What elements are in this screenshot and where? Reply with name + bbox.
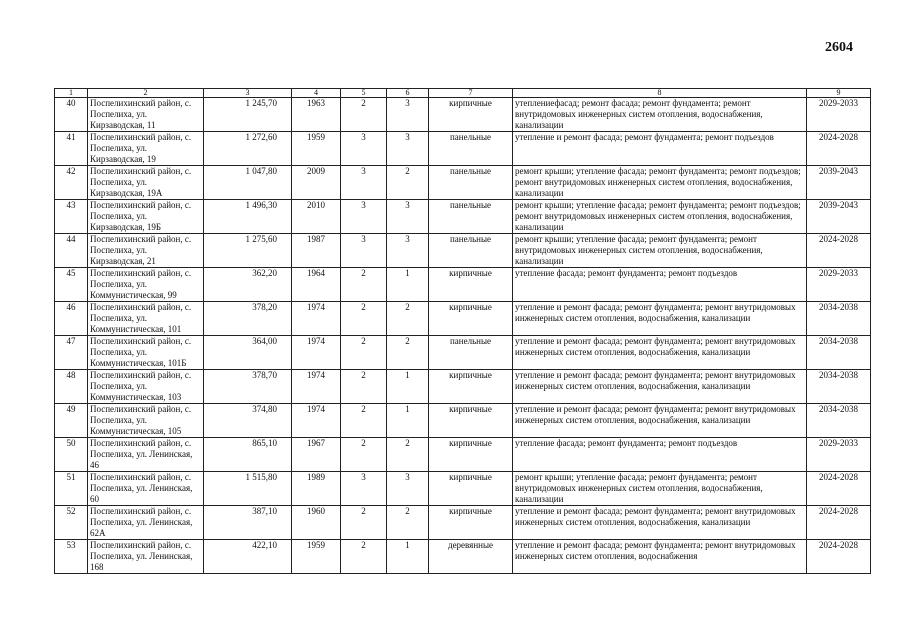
cell-wall-material: кирпичные	[429, 268, 513, 302]
cell-row-number: 45	[55, 268, 88, 302]
table-row	[55, 234, 871, 268]
table-row	[55, 166, 871, 200]
cell-entrances: 3	[387, 200, 429, 234]
cell-wall-material: панельные	[429, 336, 513, 370]
cell-repair-period: 2029-2033	[807, 98, 871, 132]
column-header-5: 5	[341, 89, 387, 98]
cell-year-built: 1963	[292, 98, 341, 132]
column-header-8: 8	[513, 89, 807, 98]
cell-repair-works: утепление фасада; ремонт фундамента; ремонт подъездов	[513, 268, 807, 302]
cell-floors: 2	[341, 540, 387, 574]
column-header-2: 2	[88, 89, 204, 98]
cell-address: Поспелихинский район, с. Поспелиха, ул. Кирзаводская, 19	[88, 132, 204, 166]
cell-floors: 3	[341, 132, 387, 166]
page-number: 2604	[825, 40, 853, 55]
cell-address: Поспелихинский район, с. Поспелиха, ул. Коммунистическая, 103	[88, 370, 204, 404]
column-header-1: 1	[55, 89, 88, 98]
cell-repair-period: 2024-2028	[807, 234, 871, 268]
table-row	[55, 472, 871, 506]
cell-wall-material: кирпичные	[429, 506, 513, 540]
cell-repair-period: 2034-2038	[807, 370, 871, 404]
cell-floors: 3	[341, 200, 387, 234]
cell-repair-period: 2024-2028	[807, 132, 871, 166]
cell-entrances: 1	[387, 268, 429, 302]
cell-repair-period: 2024-2028	[807, 472, 871, 506]
cell-total-area: 1 245,70	[204, 98, 292, 132]
cell-repair-works: ремонт крыши; утепление фасада; ремонт фундамента; ремонт подъездов; ремонт внутридомовых инженерных систем отопления, водоснабжения, канализации	[513, 166, 807, 200]
cell-floors: 2	[341, 336, 387, 370]
cell-total-area: 1 496,30	[204, 200, 292, 234]
cell-floors: 3	[341, 472, 387, 506]
cell-floors: 3	[341, 234, 387, 268]
cell-year-built: 1974	[292, 336, 341, 370]
cell-year-built: 1974	[292, 404, 341, 438]
cell-floors: 2	[341, 404, 387, 438]
cell-address: Поспелихинский район, с. Поспелиха, ул. Коммунистическая, 99	[88, 268, 204, 302]
cell-entrances: 2	[387, 336, 429, 370]
cell-row-number: 43	[55, 200, 88, 234]
cell-floors: 2	[341, 438, 387, 472]
column-header-4: 4	[292, 89, 341, 98]
cell-address: Поспелихинский район, с. Поспелиха, ул. Кирзаводская, 19Б	[88, 200, 204, 234]
cell-total-area: 1 272,60	[204, 132, 292, 166]
cell-entrances: 2	[387, 302, 429, 336]
cell-total-area: 422,10	[204, 540, 292, 574]
table-row	[55, 268, 871, 302]
cell-floors: 2	[341, 302, 387, 336]
cell-address: Поспелихинский район, с. Поспелиха, ул. Ленинская, 46	[88, 438, 204, 472]
cell-repair-period: 2029-2033	[807, 268, 871, 302]
table-row	[55, 370, 871, 404]
cell-year-built: 1974	[292, 370, 341, 404]
cell-wall-material: кирпичные	[429, 98, 513, 132]
cell-row-number: 47	[55, 336, 88, 370]
cell-wall-material: кирпичные	[429, 472, 513, 506]
cell-repair-works: утепление и ремонт фасада; ремонт фундамента; ремонт внутридомовых инженерных систем отопления, водоснабжения, канализации	[513, 336, 807, 370]
cell-row-number: 46	[55, 302, 88, 336]
cell-repair-works: утепление и ремонт фасада; ремонт фундамента; ремонт внутридомовых инженерных систем отопления, водоснабжения, канализации	[513, 302, 807, 336]
cell-year-built: 1989	[292, 472, 341, 506]
cell-row-number: 44	[55, 234, 88, 268]
table-row	[55, 540, 871, 574]
table-row	[55, 200, 871, 234]
cell-year-built: 1987	[292, 234, 341, 268]
cell-year-built: 1967	[292, 438, 341, 472]
table-row	[55, 506, 871, 540]
cell-wall-material: кирпичные	[429, 302, 513, 336]
cell-row-number: 53	[55, 540, 88, 574]
cell-repair-works: ремонт крыши; утепление фасада; ремонт фундамента; ремонт подъездов; ремонт внутридомовых инженерных систем отопления, водоснабжения, канализации	[513, 200, 807, 234]
cell-repair-period: 2034-2038	[807, 302, 871, 336]
column-header-7: 7	[429, 89, 513, 98]
cell-total-area: 865,10	[204, 438, 292, 472]
table-row	[55, 132, 871, 166]
cell-entrances: 2	[387, 166, 429, 200]
housing-repair-table	[54, 88, 871, 574]
cell-repair-works: утепление и ремонт фасада; ремонт фундамента; ремонт внутридомовых инженерных систем отопления, водоснабжения	[513, 540, 807, 574]
table-row	[55, 336, 871, 370]
cell-row-number: 48	[55, 370, 88, 404]
cell-total-area: 378,20	[204, 302, 292, 336]
cell-repair-works: ремонт крыши; утепление фасада; ремонт фундамента; ремонт внутридомовых инженерных систем отопления, водоснабжения, канализации	[513, 472, 807, 506]
cell-year-built: 2009	[292, 166, 341, 200]
cell-floors: 2	[341, 98, 387, 132]
cell-year-built: 1974	[292, 302, 341, 336]
cell-repair-period: 2029-2033	[807, 438, 871, 472]
cell-repair-works: утепление фасада; ремонт фундамента; ремонт подъездов	[513, 438, 807, 472]
cell-row-number: 49	[55, 404, 88, 438]
cell-repair-period: 2034-2038	[807, 336, 871, 370]
cell-total-area: 378,70	[204, 370, 292, 404]
cell-repair-works: утепление и ремонт фасада; ремонт фундамента; ремонт внутридомовых инженерных систем отопления, водоснабжения, канализации	[513, 404, 807, 438]
cell-repair-works: утеплениефасад; ремонт фасада; ремонт фундамента; ремонт внутридомовых инженерных систем отопления, водоснабжения, канализации	[513, 98, 807, 132]
cell-total-area: 362,20	[204, 268, 292, 302]
cell-repair-period: 2039-2043	[807, 200, 871, 234]
cell-wall-material: панельные	[429, 166, 513, 200]
column-number-row	[55, 89, 871, 98]
cell-address: Поспелихинский район, с. Поспелиха, ул. Ленинская, 60	[88, 472, 204, 506]
cell-address: Поспелихинский район, с. Поспелиха, ул. Кирзаводская, 11	[88, 98, 204, 132]
column-header-6: 6	[387, 89, 429, 98]
cell-total-area: 364,00	[204, 336, 292, 370]
cell-total-area: 387,10	[204, 506, 292, 540]
cell-entrances: 1	[387, 540, 429, 574]
cell-year-built: 1959	[292, 540, 341, 574]
cell-address: Поспелихинский район, с. Поспелиха, ул. Коммунистическая, 101Б	[88, 336, 204, 370]
cell-address: Поспелихинский район, с. Поспелиха, ул. Ленинская, 168	[88, 540, 204, 574]
cell-repair-period: 2034-2038	[807, 404, 871, 438]
cell-floors: 3	[341, 166, 387, 200]
cell-entrances: 3	[387, 98, 429, 132]
cell-repair-works: ремонт крыши; утепление фасада; ремонт фундамента; ремонт внутридомовых инженерных систем отопления, водоснабжения, канализации	[513, 234, 807, 268]
cell-entrances: 3	[387, 472, 429, 506]
cell-wall-material: деревянные	[429, 540, 513, 574]
cell-address: Поспелихинский район, с. Поспелиха, ул. Коммунистическая, 105	[88, 404, 204, 438]
cell-total-area: 374,80	[204, 404, 292, 438]
cell-address: Поспелихинский район, с. Поспелиха, ул. Кирзаводская, 21	[88, 234, 204, 268]
cell-wall-material: кирпичные	[429, 404, 513, 438]
cell-total-area: 1 047,80	[204, 166, 292, 200]
cell-row-number: 50	[55, 438, 88, 472]
cell-row-number: 42	[55, 166, 88, 200]
cell-wall-material: панельные	[429, 234, 513, 268]
cell-repair-period: 2039-2043	[807, 166, 871, 200]
column-header-3: 3	[204, 89, 292, 98]
table-row	[55, 302, 871, 336]
cell-wall-material: кирпичные	[429, 438, 513, 472]
cell-wall-material: панельные	[429, 200, 513, 234]
cell-year-built: 1960	[292, 506, 341, 540]
table-row	[55, 438, 871, 472]
cell-address: Поспелихинский район, с. Поспелиха, ул. Коммунистическая, 101	[88, 302, 204, 336]
cell-floors: 2	[341, 370, 387, 404]
cell-total-area: 1 515,80	[204, 472, 292, 506]
cell-entrances: 2	[387, 438, 429, 472]
table-row	[55, 404, 871, 438]
table-body	[55, 98, 871, 574]
column-header-9: 9	[807, 89, 871, 98]
cell-address: Поспелихинский район, с. Поспелиха, ул. Кирзаводская, 19А	[88, 166, 204, 200]
cell-repair-works: утепление и ремонт фасада; ремонт фундамента; ремонт внутридомовых инженерных систем отопления, водоснабжения, канализации	[513, 506, 807, 540]
cell-floors: 2	[341, 268, 387, 302]
cell-total-area: 1 275,60	[204, 234, 292, 268]
cell-floors: 2	[341, 506, 387, 540]
cell-entrances: 2	[387, 506, 429, 540]
cell-row-number: 41	[55, 132, 88, 166]
cell-address: Поспелихинский район, с. Поспелиха, ул. Ленинская, 62А	[88, 506, 204, 540]
cell-year-built: 1959	[292, 132, 341, 166]
cell-entrances: 1	[387, 370, 429, 404]
cell-year-built: 2010	[292, 200, 341, 234]
cell-repair-period: 2024-2028	[807, 506, 871, 540]
cell-repair-period: 2024-2028	[807, 540, 871, 574]
cell-entrances: 3	[387, 132, 429, 166]
cell-row-number: 52	[55, 506, 88, 540]
cell-entrances: 3	[387, 234, 429, 268]
table-row	[55, 98, 871, 132]
cell-repair-works: утепление и ремонт фасада; ремонт фундамента; ремонт внутридомовых инженерных систем отопления, водоснабжения, канализации	[513, 370, 807, 404]
cell-row-number: 51	[55, 472, 88, 506]
cell-repair-works: утепление и ремонт фасада; ремонт фундамента; ремонт подъездов	[513, 132, 807, 166]
cell-wall-material: панельные	[429, 132, 513, 166]
cell-entrances: 1	[387, 404, 429, 438]
cell-year-built: 1964	[292, 268, 341, 302]
cell-wall-material: кирпичные	[429, 370, 513, 404]
cell-row-number: 40	[55, 98, 88, 132]
